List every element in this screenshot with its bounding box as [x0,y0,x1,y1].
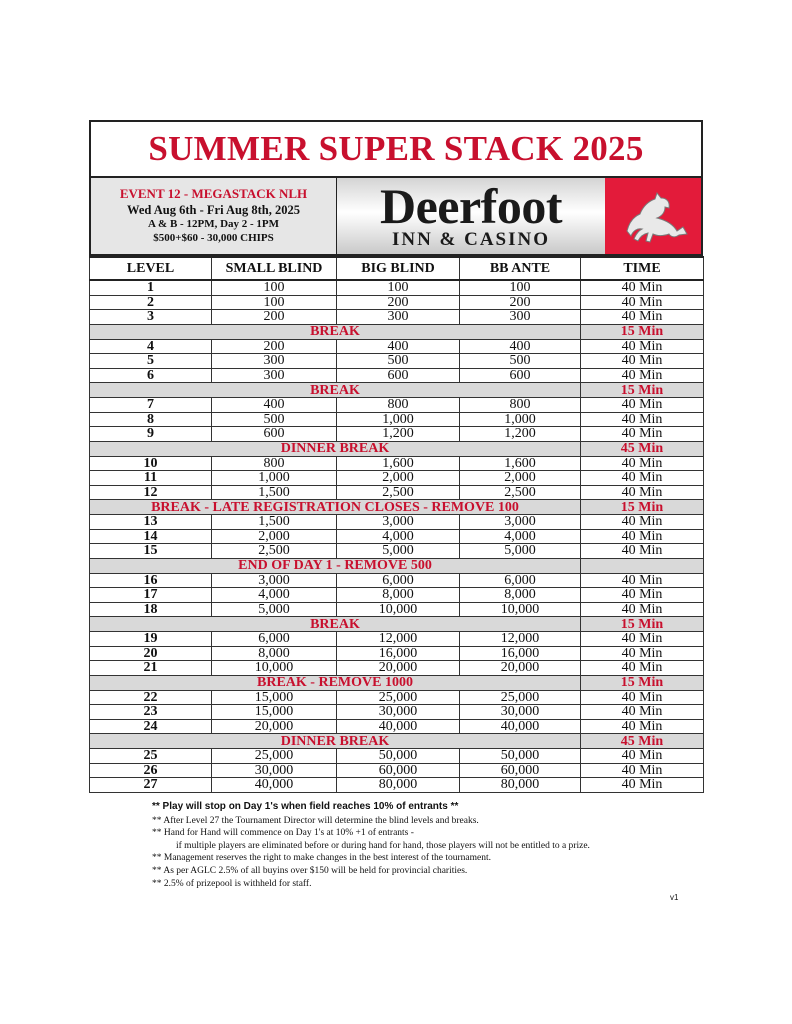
bb-ante-cell: 8,000 [460,588,581,603]
break-time: 15 Min [581,500,704,515]
break-time: 15 Min [581,617,704,632]
table-row [90,354,704,369]
level-cell: 10 [90,456,212,471]
big-blind-cell: 1,000 [337,412,460,427]
notes [152,801,712,890]
small-blind-cell: 40,000 [212,778,337,793]
big-blind-cell: 500 [337,354,460,369]
logo-sub-text: INN & CASINO [391,229,551,250]
logo-main-text: Deerfoot [380,178,562,234]
break-time: 45 Min [581,441,704,456]
time-cell: 40 Min [581,632,704,647]
break-label: DINNER BREAK [90,734,581,749]
table-row [90,310,704,325]
time-cell: 40 Min [581,515,704,530]
table-row [90,705,704,720]
time-cell: 40 Min [581,573,704,588]
big-blind-cell: 12,000 [337,632,460,647]
title-box [89,120,703,176]
level-cell: 16 [90,573,212,588]
horse-icon [605,178,701,254]
event-times: A & B - 12PM, Day 2 - 1PM [147,218,280,231]
level-cell: 23 [90,705,212,720]
time-cell: 40 Min [581,602,704,617]
header-big-blind: BIG BLIND [337,257,460,280]
level-cell: 15 [90,544,212,559]
small-blind-cell: 800 [212,456,337,471]
small-blind-cell: 300 [212,354,337,369]
time-cell: 40 Min [581,427,704,442]
break-row [90,617,704,632]
table-row [90,368,704,383]
big-blind-cell: 4,000 [337,529,460,544]
table-row [90,412,704,427]
header-level: LEVEL [90,257,212,280]
event-buyin: $500+$60 - 30,000 CHIPS [153,231,274,244]
big-blind-cell: 8,000 [337,588,460,603]
small-blind-cell: 400 [212,398,337,413]
table-row [90,661,704,676]
bb-ante-cell: 10,000 [460,602,581,617]
small-blind-cell: 1,500 [212,485,337,500]
bb-ante-cell: 500 [460,354,581,369]
break-row [90,383,704,398]
break-label: BREAK - LATE REGISTRATION CLOSES - REMOVE 100 [90,500,581,515]
bb-ante-cell: 5,000 [460,544,581,559]
break-row [90,500,704,515]
level-cell: 14 [90,529,212,544]
note-line: ** Management reserves the right to make changes in the best interest of the tournament. [152,853,491,864]
level-cell: 24 [90,719,212,734]
time-cell: 40 Min [581,778,704,793]
table-row [90,485,704,500]
note-line: ** After Level 27 the Tournament Director will determine the blind levels and breaks. [152,815,479,826]
bb-ante-cell: 80,000 [460,778,581,793]
table-row [90,632,704,647]
table-row [90,719,704,734]
level-cell: 7 [90,398,212,413]
time-cell: 40 Min [581,544,704,559]
bb-ante-cell: 20,000 [460,661,581,676]
small-blind-cell: 8,000 [212,646,337,661]
time-cell: 40 Min [581,646,704,661]
level-cell: 25 [90,749,212,764]
small-blind-cell: 100 [212,280,337,295]
big-blind-cell: 25,000 [337,690,460,705]
big-blind-cell: 2,500 [337,485,460,500]
level-cell: 26 [90,763,212,778]
time-cell: 40 Min [581,456,704,471]
small-blind-cell: 30,000 [212,763,337,778]
time-cell: 40 Min [581,529,704,544]
level-cell: 4 [90,339,212,354]
big-blind-cell: 1,200 [337,427,460,442]
big-blind-cell: 800 [337,398,460,413]
time-cell: 40 Min [581,690,704,705]
table-row [90,339,704,354]
time-cell: 40 Min [581,471,704,486]
table-row [90,398,704,413]
header-band [89,176,703,256]
table-row [90,602,704,617]
small-blind-cell: 15,000 [212,690,337,705]
bb-ante-cell: 40,000 [460,719,581,734]
small-blind-cell: 200 [212,339,337,354]
bb-ante-cell: 1,000 [460,412,581,427]
time-cell: 40 Min [581,763,704,778]
notes-headline: ** Play will stop on Day 1's when field reaches 10% of entrants ** [152,801,459,812]
break-time: 15 Min [581,324,704,339]
page-title: SUMMER SUPER STACK 2025 [148,129,644,168]
big-blind-cell: 600 [337,368,460,383]
level-cell: 20 [90,646,212,661]
small-blind-cell: 1,000 [212,471,337,486]
bb-ante-cell: 3,000 [460,515,581,530]
break-time: 15 Min [581,383,704,398]
table-row [90,280,704,295]
big-blind-cell: 40,000 [337,719,460,734]
big-blind-cell: 10,000 [337,602,460,617]
level-cell: 6 [90,368,212,383]
level-cell: 2 [90,295,212,310]
logo-wordmark [337,178,605,254]
time-cell: 40 Min [581,310,704,325]
break-label: BREAK - REMOVE 1000 [90,675,581,690]
break-label: BREAK [90,383,581,398]
break-row [90,324,704,339]
big-blind-cell: 6,000 [337,573,460,588]
bb-ante-cell: 60,000 [460,763,581,778]
small-blind-cell: 15,000 [212,705,337,720]
table-row [90,529,704,544]
big-blind-cell: 300 [337,310,460,325]
table-row [90,544,704,559]
small-blind-cell: 25,000 [212,749,337,764]
blind-table [89,256,704,793]
break-label: BREAK [90,324,581,339]
big-blind-cell: 50,000 [337,749,460,764]
bb-ante-cell: 12,000 [460,632,581,647]
big-blind-cell: 200 [337,295,460,310]
small-blind-cell: 100 [212,295,337,310]
table-row [90,690,704,705]
small-blind-cell: 1,500 [212,515,337,530]
break-time: 15 Min [581,675,704,690]
table-row [90,588,704,603]
break-time [581,558,704,573]
blind-structure-sheet [89,120,703,793]
bb-ante-cell: 1,600 [460,456,581,471]
level-cell: 11 [90,471,212,486]
time-cell: 40 Min [581,339,704,354]
big-blind-cell: 16,000 [337,646,460,661]
small-blind-cell: 600 [212,427,337,442]
big-blind-cell: 1,600 [337,456,460,471]
big-blind-cell: 30,000 [337,705,460,720]
event-name: EVENT 12 - MEGASTACK NLH [119,186,308,202]
level-cell: 12 [90,485,212,500]
level-cell: 17 [90,588,212,603]
note-line: ** Hand for Hand will commence on Day 1's at 10% +1 of entrants - [152,828,414,839]
small-blind-cell: 5,000 [212,602,337,617]
time-cell: 40 Min [581,661,704,676]
time-cell: 40 Min [581,485,704,500]
small-blind-cell: 6,000 [212,632,337,647]
time-cell: 40 Min [581,368,704,383]
level-cell: 9 [90,427,212,442]
table-row [90,763,704,778]
level-cell: 21 [90,661,212,676]
level-cell: 13 [90,515,212,530]
time-cell: 40 Min [581,354,704,369]
table-row [90,778,704,793]
break-row [90,558,704,573]
break-label: DINNER BREAK [90,441,581,456]
level-cell: 5 [90,354,212,369]
small-blind-cell: 4,000 [212,588,337,603]
bb-ante-cell: 50,000 [460,749,581,764]
small-blind-cell: 20,000 [212,719,337,734]
bb-ante-cell: 800 [460,398,581,413]
header-small-blind: SMALL BLIND [212,257,337,280]
small-blind-cell: 2,000 [212,529,337,544]
time-cell: 40 Min [581,280,704,295]
table-row [90,646,704,661]
bb-ante-cell: 600 [460,368,581,383]
bb-ante-cell: 25,000 [460,690,581,705]
level-cell: 18 [90,602,212,617]
table-row [90,427,704,442]
note-line: ** 2.5% of prizepool is withheld for staff. [152,878,312,889]
time-cell: 40 Min [581,295,704,310]
small-blind-cell: 10,000 [212,661,337,676]
table-row [90,295,704,310]
header-bb-ante: BB ANTE [460,257,581,280]
big-blind-cell: 2,000 [337,471,460,486]
bb-ante-cell: 2,500 [460,485,581,500]
break-row [90,675,704,690]
big-blind-cell: 3,000 [337,515,460,530]
header-time: TIME [581,257,704,280]
big-blind-cell: 400 [337,339,460,354]
time-cell: 40 Min [581,749,704,764]
big-blind-cell: 100 [337,280,460,295]
small-blind-cell: 300 [212,368,337,383]
big-blind-cell: 60,000 [337,763,460,778]
note-line: if multiple players are eliminated before or during hand for hand, those players will not be entitled to a prize. [176,840,590,851]
bb-ante-cell: 16,000 [460,646,581,661]
bb-ante-cell: 300 [460,310,581,325]
time-cell: 40 Min [581,588,704,603]
break-time: 45 Min [581,734,704,749]
table-row [90,456,704,471]
bb-ante-cell: 200 [460,295,581,310]
table-row [90,749,704,764]
break-label: BREAK [90,617,581,632]
small-blind-cell: 200 [212,310,337,325]
break-row [90,734,704,749]
table-row [90,573,704,588]
small-blind-cell: 2,500 [212,544,337,559]
bb-ante-cell: 1,200 [460,427,581,442]
break-row [90,441,704,456]
time-cell: 40 Min [581,705,704,720]
level-cell: 27 [90,778,212,793]
big-blind-cell: 5,000 [337,544,460,559]
table-header-row [90,257,704,280]
time-cell: 40 Min [581,398,704,413]
level-cell: 22 [90,690,212,705]
big-blind-cell: 20,000 [337,661,460,676]
event-dates: Wed Aug 6th - Fri Aug 8th, 2025 [127,202,300,217]
level-cell: 19 [90,632,212,647]
small-blind-cell: 3,000 [212,573,337,588]
break-label: END OF DAY 1 - REMOVE 500 [90,558,581,573]
table-row [90,515,704,530]
bb-ante-cell: 4,000 [460,529,581,544]
time-cell: 40 Min [581,412,704,427]
bb-ante-cell: 6,000 [460,573,581,588]
event-info [91,178,337,254]
note-line: ** As per AGLC 2.5% of all buyins over $150 will be held for provincial charities. [152,865,468,876]
bb-ante-cell: 2,000 [460,471,581,486]
version-label: v1 [670,893,679,902]
level-cell: 8 [90,412,212,427]
level-cell: 3 [90,310,212,325]
bb-ante-cell: 400 [460,339,581,354]
small-blind-cell: 500 [212,412,337,427]
time-cell: 40 Min [581,719,704,734]
casino-logo [337,178,701,254]
table-row [90,471,704,486]
level-cell: 1 [90,280,212,295]
bb-ante-cell: 100 [460,280,581,295]
bb-ante-cell: 30,000 [460,705,581,720]
big-blind-cell: 80,000 [337,778,460,793]
